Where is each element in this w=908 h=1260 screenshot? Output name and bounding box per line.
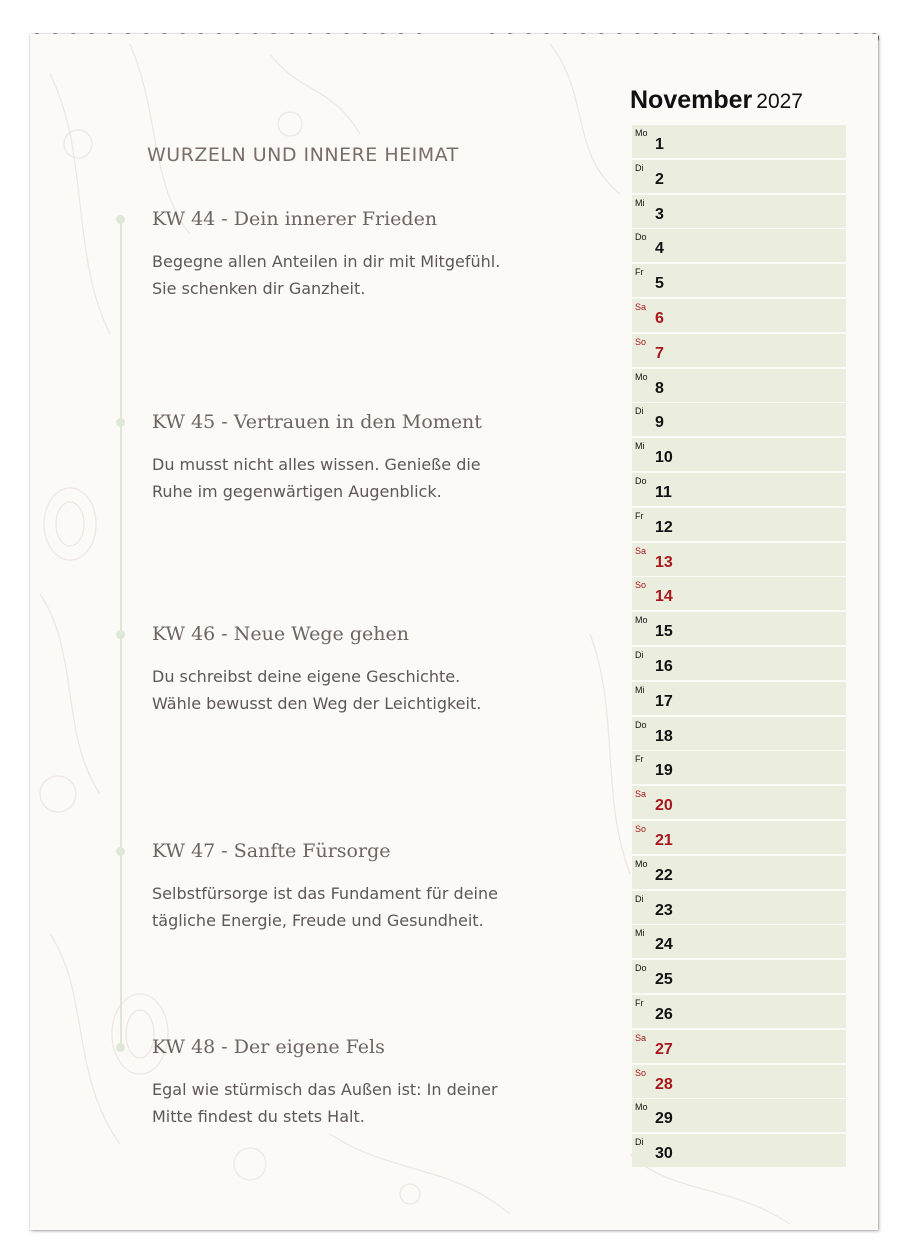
- week-text-line: Egal wie stürmisch das Außen ist: In deiner: [152, 1080, 498, 1099]
- day-number: 2: [655, 170, 664, 188]
- weekday-label: Fr: [635, 754, 644, 765]
- weekday-label: Mi: [635, 441, 645, 452]
- calendar-day-row: [632, 1065, 846, 1098]
- calendar-day-row: [632, 960, 846, 993]
- week-text: [152, 1076, 572, 1130]
- weekday-label: Sa: [635, 301, 647, 312]
- day-number: 12: [655, 518, 673, 536]
- day-number: 16: [655, 657, 673, 675]
- week-title: KW 48 - Der eigene Fels: [152, 1036, 385, 1058]
- day-number: 19: [655, 762, 673, 780]
- week-text: [152, 451, 572, 505]
- day-number: 14: [655, 588, 673, 606]
- section-title: WURZELN UND INNERE HEIMAT: [147, 144, 459, 166]
- weekday-label: Sa: [635, 789, 647, 800]
- calendar-day-row: [632, 647, 846, 680]
- weekday-label: So: [635, 580, 647, 591]
- calendar-day-row: [632, 299, 846, 332]
- weekday-label: Mo: [635, 858, 648, 869]
- weekday-label: So: [635, 336, 647, 347]
- weekday-label: Di: [635, 893, 644, 904]
- weekday-label: Do: [635, 963, 647, 974]
- weekday-label: Di: [635, 649, 644, 660]
- calendar-day-row: [632, 891, 846, 924]
- weekday-label: Sa: [635, 545, 647, 556]
- week-title: KW 45 - Vertrauen in den Moment: [152, 411, 482, 433]
- day-number: 15: [655, 623, 673, 641]
- day-number: 30: [655, 1145, 673, 1163]
- calendar-day-row: [632, 160, 846, 193]
- calendar-day-row: [632, 543, 846, 576]
- weekday-label: Mi: [635, 197, 645, 208]
- weekday-label: Mo: [635, 371, 648, 382]
- calendar-day-row: [632, 995, 846, 1028]
- weekday-label: Do: [635, 475, 647, 486]
- calendar-day-row: [632, 612, 846, 645]
- week-text: [152, 663, 572, 717]
- timeline-dot: [116, 215, 125, 224]
- weekday-label: Mi: [635, 928, 645, 939]
- calendar-day-row: [632, 264, 846, 297]
- weekday-label: Fr: [635, 510, 644, 521]
- week-text-line: Begegne allen Anteilen in dir mit Mitgefühl.: [152, 252, 501, 271]
- weekday-label: Fr: [635, 267, 644, 278]
- calendar-day-row: [632, 1134, 846, 1167]
- week-text-line: Wähle bewusst den Weg der Leichtigkeit.: [152, 694, 482, 713]
- day-number: 25: [655, 971, 673, 989]
- weekday-label: Do: [635, 719, 647, 730]
- calendar-page: [30, 34, 878, 1230]
- day-number: 10: [655, 449, 673, 467]
- weekday-label: Di: [635, 406, 644, 417]
- day-number: 5: [655, 275, 664, 293]
- calendar-day-row: [632, 403, 846, 436]
- day-number: 17: [655, 692, 673, 710]
- timeline-dot: [116, 418, 125, 427]
- day-number: 11: [655, 483, 672, 501]
- weekday-label: Di: [635, 162, 644, 173]
- week-title: KW 47 - Sanfte Fürsorge: [152, 840, 391, 862]
- week-text: [152, 880, 572, 934]
- calendar-day-row: [632, 438, 846, 471]
- calendar-month: November: [630, 86, 753, 114]
- day-number: 21: [655, 831, 673, 849]
- weekday-label: Mo: [635, 1102, 648, 1113]
- calendar-heading: [630, 86, 803, 115]
- calendar-day-row: [632, 751, 846, 784]
- weekday-label: Fr: [635, 997, 644, 1008]
- calendar-day-row: [632, 1099, 846, 1132]
- day-number: 13: [655, 553, 673, 571]
- day-number: 8: [655, 379, 664, 397]
- day-number: 27: [655, 1040, 673, 1058]
- weekday-label: Sa: [635, 1032, 647, 1043]
- calendar-day-row: [632, 508, 846, 541]
- calendar-year: 2027: [756, 90, 803, 113]
- day-number: 18: [655, 727, 673, 745]
- day-number: 22: [655, 866, 673, 884]
- calendar-day-row: [632, 577, 846, 610]
- calendar-day-row: [632, 195, 846, 228]
- week-text: [152, 248, 572, 302]
- weekday-label: Do: [635, 232, 647, 243]
- calendar-day-row: [632, 334, 846, 367]
- calendar-day-row: [632, 786, 846, 819]
- day-number: 1: [655, 136, 664, 153]
- week-text-line: Mitte findest du stets Halt.: [152, 1107, 365, 1126]
- week-text-line: Du schreibst deine eigene Geschichte.: [152, 667, 461, 686]
- week-text-line: Selbstfürsorge ist das Fundament für deine: [152, 884, 498, 903]
- day-number: 9: [655, 414, 664, 432]
- calendar-day-row: [632, 229, 846, 262]
- week-text-line: tägliche Energie, Freude und Gesundheit.: [152, 911, 484, 930]
- calendar-day-row: [632, 856, 846, 889]
- calendar-day-row: [632, 369, 846, 402]
- calendar-day-row: [632, 1030, 846, 1063]
- calendar-day-row: [632, 682, 846, 715]
- week-text-line: Sie schenken dir Ganzheit.: [152, 279, 366, 298]
- week-title: KW 44 - Dein innerer Frieden: [152, 208, 438, 230]
- week-title: KW 46 - Neue Wege gehen: [152, 623, 409, 645]
- calendar-day-row: [632, 925, 846, 958]
- day-number: 7: [655, 344, 664, 362]
- week-text-line: Du musst nicht alles wissen. Genieße die: [152, 455, 481, 474]
- day-number: 29: [655, 1110, 673, 1128]
- weekday-label: So: [635, 1067, 647, 1078]
- calendar-day-row: [632, 473, 846, 506]
- timeline-dot: [116, 1043, 125, 1052]
- calendar-day-row: [632, 821, 846, 854]
- day-number: 28: [655, 1075, 673, 1093]
- day-number: 20: [655, 797, 673, 815]
- day-number: 4: [655, 240, 664, 258]
- day-number: 23: [655, 901, 673, 919]
- timeline-dot: [116, 847, 125, 856]
- weekday-label: So: [635, 823, 647, 834]
- day-number: 6: [655, 309, 664, 327]
- weekday-label: Mo: [635, 128, 648, 138]
- weekday-label: Di: [635, 1137, 644, 1148]
- timeline-dot: [116, 630, 125, 639]
- weekday-label: Mo: [635, 615, 648, 626]
- weekday-label: Mi: [635, 684, 645, 695]
- calendar-day-row: [632, 717, 846, 750]
- calendar-day-row: [632, 125, 846, 158]
- day-number: 3: [655, 205, 664, 223]
- calendar-day-list: [632, 125, 846, 1169]
- week-text-line: Ruhe im gegenwärtigen Augenblick.: [152, 482, 442, 501]
- day-number: 24: [655, 936, 673, 954]
- day-number: 26: [655, 1005, 673, 1023]
